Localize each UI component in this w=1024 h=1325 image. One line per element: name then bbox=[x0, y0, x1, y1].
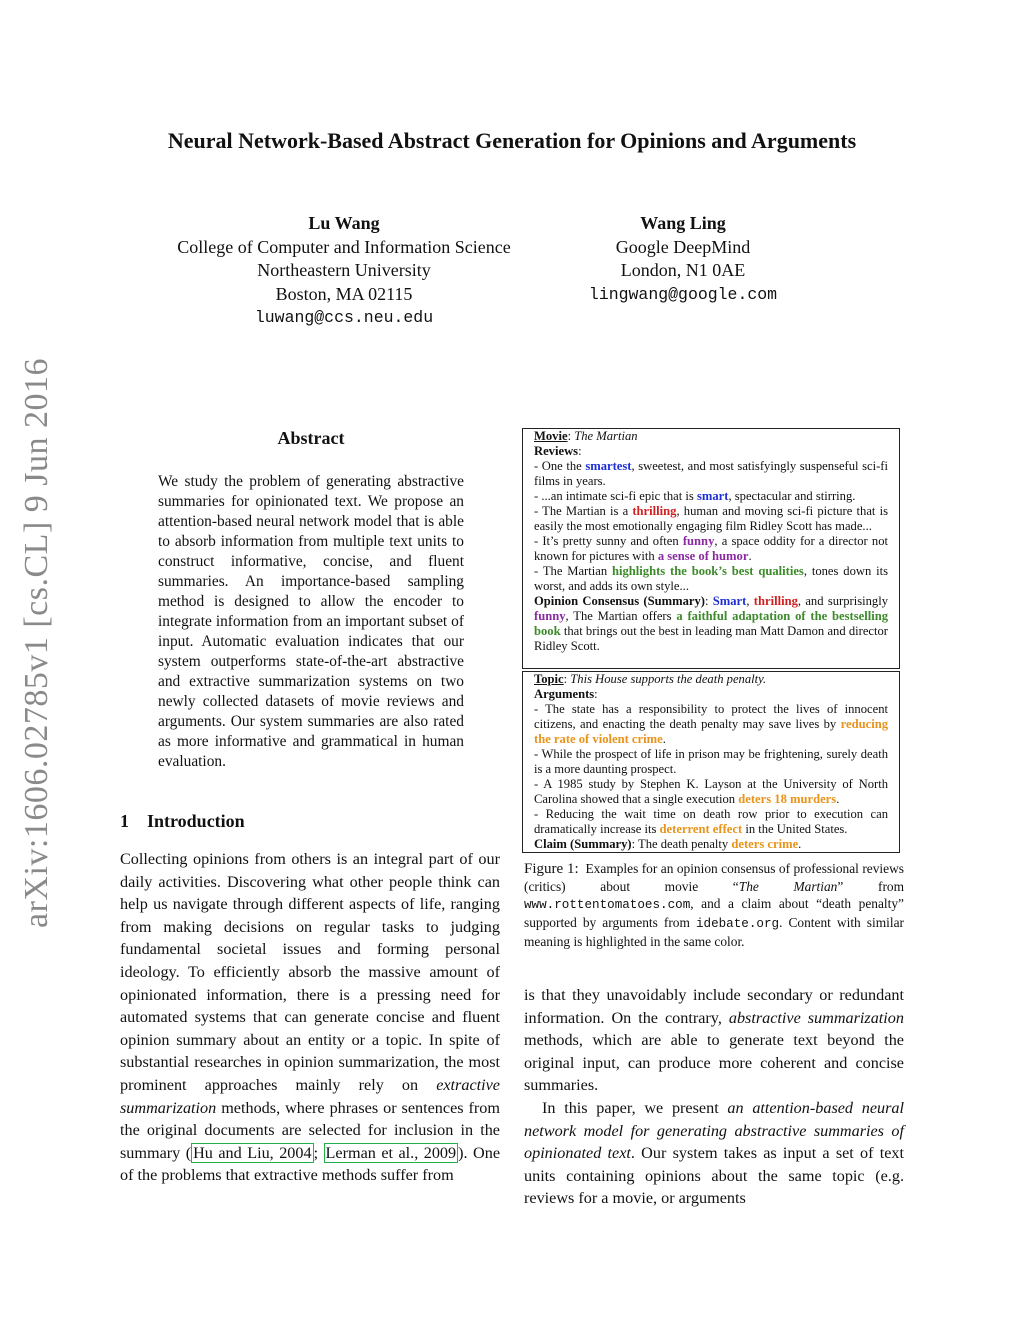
author-name: Wang Ling bbox=[640, 213, 726, 233]
arxiv-identifier: arXiv:1606.02785v1 [cs.CL] 9 Jun 2016 bbox=[18, 357, 55, 928]
author-affiliation: London, N1 0AE bbox=[620, 260, 746, 280]
figure-caption: Figure 1: Examples for an opinion consensus of professional reviews (critics) about movie “The Martian” from www.rottentomatoes.com, and a claim about “death penalty” supported by arguments from idebate.org. Content with similar meaning is highlighted in the same color. bbox=[524, 861, 905, 949]
citation-link[interactable]: Hu and Liu, 2004 bbox=[193, 1143, 312, 1162]
section-number: 1 bbox=[120, 811, 129, 831]
figure-label: Figure 1: bbox=[524, 861, 579, 877]
figure-box-movie: Movie: The Martian Reviews: - One the smartest, sweetest, and most satisfyingly suspenseful sci-fi films in years. - ...an intimate sci-fi epic that is smart, spectacular and stirring. - The Martian is a thrilling, human and moving sci-fi picture that is easily the most emotionally engaging film Ridley Scott has made... - It’s pretty sunny and often funny, a space oddity for a director not known for pictures with a sense of humor. - The Martian highlights the book’s best qualities, tones down its worst, and adds its own style... Opinion Consensus (Summary): Smart, thrilling, and surprisingly funny, The Martian offers a faithful adaptation of the bestselling book that brings out the best in leading man Matt Damon and director Ridley Scott. bbox=[522, 428, 900, 669]
author-affiliation: Google DeepMind bbox=[615, 236, 751, 257]
abstract-text: We study the problem of generating abstractive summaries for opinionated text. We propose an attention-based neural network model that is able to absorb information from multiple text units to construct informative, concise, and fluent summaries. An importance-based sampling method is designed to allow the encoder to integrate information from an important subset of input. Automatic evaluation indicates that our system outperforms state-of-the-art abstractive and extractive summarization systems on two newly collected datasets of movie reviews and arguments. Our system summaries are also rated as more informative and grammatical in human evaluation. bbox=[158, 473, 464, 770]
author-email: luwang@ccs.neu.edu bbox=[254, 308, 434, 327]
section-heading bbox=[120, 811, 245, 832]
section-title: Introduction bbox=[147, 811, 245, 831]
intro-paragraph-left: Collecting opinions from others is an integral part of our daily activities. Discovering what other people think can help us navigate through different aspects of life, ranging from making decisions on regular tasks to judging fundamental societal issues and forming personal ideology. To efficiently absorb the massive amount of opinionated information, there is a pressing need for automated systems that can generate concise and fluent opinion summary about an entity or a topic. In spite of substantial researches in opinion summarization, the most prominent approaches mainly rely on extractive summarization methods, where phrases or sentences from the original documents are selected for inclusion in the summary ( Hu and Liu, 2004 ; Lerman et al., 2009 ). One of the problems that extractive methods suffer from bbox=[120, 850, 500, 1185]
author-block-1 bbox=[158, 212, 530, 330]
paper-title: Neural Network-Based Abstract Generation for Opinions and Arguments bbox=[167, 128, 857, 153]
intro-paragraph-right: is that they unavoidably include secondary or redundant information. On the contrary, abstractive summarization methods, which are able to generate text beyond the original input, can produce more coherent and concise summaries. In this paper, we present an attention-based neural network model for generating abstractive summaries of opinionated text. Our system takes as input a set of text units containing opinions about the same topic (e.g. reviews for a movie, or arguments bbox=[524, 986, 905, 1208]
author-affiliation: Boston, MA 02115 bbox=[275, 283, 413, 304]
author-block-2 bbox=[566, 212, 800, 306]
abstract-heading: Abstract bbox=[277, 428, 345, 448]
author-affiliation: Northeastern University bbox=[257, 260, 431, 280]
figure-box-argument: Topic: This House supports the death penalty. Arguments: - The state has a responsibility to protect the lives of innocent citizens, and enacting the death penalty may save lives by reducing the rate of violent crime. - While the prospect of life in prison may be frightening, surely death is a more daunting prospect. - A 1985 study by Stephen K. Layson at the University of North Carolina showed that a single execution deters 18 murders. - Reducing the wait time on death row prior to execution can dramatically increase its deterrent effect in the United States. Claim (Summary): The death penalty deters crime. bbox=[522, 671, 900, 853]
author-name: Lu Wang bbox=[308, 213, 380, 233]
citation-link[interactable]: Lerman et al., 2009 bbox=[325, 1143, 457, 1162]
url-link[interactable]: idebate.org bbox=[695, 917, 780, 931]
author-email: lingwang@google.com bbox=[588, 284, 778, 304]
author-affiliation: College of Computer and Information Science bbox=[177, 236, 511, 257]
url-link[interactable]: www.rottentomatoes.com bbox=[524, 898, 691, 912]
